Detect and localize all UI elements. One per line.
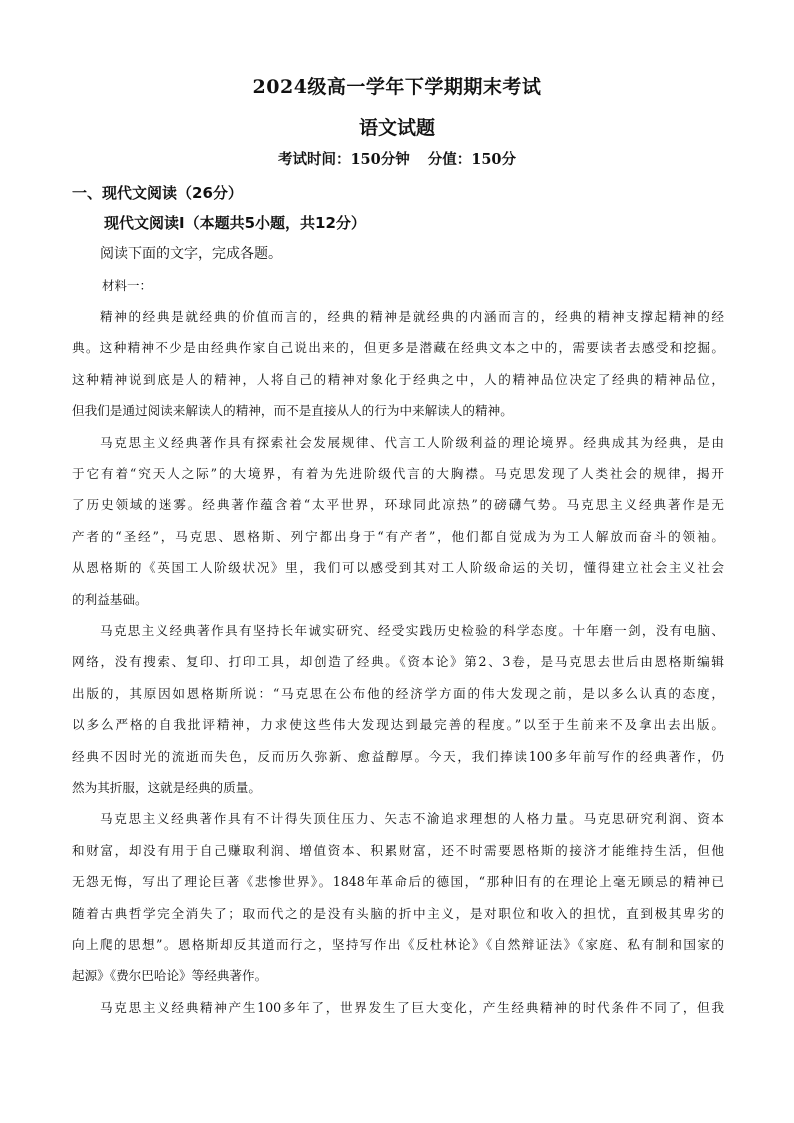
passage-line: 了历史领域的迷雾。经典著作蕴含着“太平世界，环球同此凉热”的磅礴气势。马克思主义经典著作是无: [72, 497, 724, 513]
passage-line: 和财富，却没有用于自己赚取利润、增值资本、积累财富，还不时需要恩格斯的接济才能维持生活，但他: [72, 842, 724, 858]
passage-line: 马克思主义经典著作具有探索社会发展规律、代言工人阶级利益的理论境界。经典成其为经典，是由: [100, 434, 724, 450]
section-subheading: 现代文阅读Ⅰ（本题共5小题，共12分）: [104, 214, 366, 232]
subject-title: 语文试题: [358, 117, 435, 139]
exam-meta: [0, 148, 794, 169]
passage-line: 精神的经典是就经典的价值而言的，经典的精神是就经典的内涵而言的，经典的精神支撑起精神的经: [100, 309, 724, 324]
passage-line: 这种精神说到底是人的精神，人将自己的精神对象化于经典之中，人的精神品位决定了经典的精神品位，: [72, 371, 724, 387]
instruction-text: 阅读下面的文字，完成各题。: [100, 246, 282, 262]
passage-line: 于它有着“究天人之际”的大境界，有着为先进阶级代言的大胸襟。马克思发现了人类社会的规律，揭开: [72, 466, 724, 481]
passage-line: 马克思主义经典著作具有坚持长年诚实研究、经受实践历史检验的科学态度。十年磨一剑，没有电脑、: [100, 623, 724, 638]
passage-line: 产者的“圣经”，马克思、恩格斯、列宁都出身于“有产者”，他们都自觉成为为工人解放而奋斗的领袖。: [72, 528, 724, 544]
passage-line: 起源》《费尔巴哈论》等经典著作。: [72, 968, 268, 984]
passage-line: 经典不因时光的流逝而失色，反而历久弥新、愈益醇厚。今天，我们捧读100多年前写作的经典著作，仍: [72, 748, 724, 764]
passage-line: 随着古典哲学完全消失了；取而代之的是没有头脑的折中主义，是对职位和收入的担忧，直到极其卑劣的: [72, 905, 724, 921]
passage-line: 然为其折服，这就是经典的质量。: [72, 780, 261, 795]
passage-line: 但我们是通过阅读来解读人的精神，而不是直接从人的行为中来解读人的精神。: [72, 403, 513, 419]
passage-line: 典。这种精神不少是由经典作家自己说出来的，但更多是潜藏在经典文本之中的，需要读者去感受和挖掘。: [72, 340, 724, 356]
passage-line: 出版的，其原因如恩格斯所说：“马克思在公布他的经济学方面的伟大发现之前，是以多么认真的态度，: [72, 685, 724, 701]
passage-line: 无怨无悔，写出了理论巨著《悲惨世界》。1848年革命后的德国，“那种旧有的在理论上毫无顾忌的精神已: [72, 874, 724, 890]
material-label: 材料一：: [102, 278, 153, 293]
passage-line: 以多么严格的自我批评精神，力求使这些伟大发现达到最完善的程度。”以至于生前来不及拿出去出版。: [72, 717, 724, 733]
passage-line: 从恩格斯的《英国工人阶级状况》里，我们可以感受到其对工人阶级命运的关切，懂得建立社会主义社会: [72, 560, 724, 576]
exam-score: 分值：150分: [427, 151, 517, 168]
exam-title: 2024级高一学年下学期期末考试: [252, 76, 542, 98]
passage-line: 网络，没有搜索、复印、打印工具，却创造了经典。《资本论》第2、3卷，是马克思去世后由恩格斯编辑: [72, 654, 724, 670]
passage-line: 马克思主义经典精神产生100多年了，世界发生了巨大变化，产生经典精神的时代条件不同了，但我: [100, 999, 724, 1015]
passage-line: 马克思主义经典著作具有不计得失顶住压力、矢志不渝追求理想的人格力量。马克思研究利润、资本: [100, 811, 724, 827]
exam-time: 考试时间：150分钟: [277, 151, 410, 168]
section-heading: 一、现代文阅读（26分）: [72, 184, 243, 202]
passage-line: 向上爬的思想”。恩格斯却反其道而行之，坚持写作出《反杜林论》《自然辩证法》《家庭、私有制和国家的: [72, 937, 724, 952]
passage-line: 的利益基础。: [72, 591, 148, 607]
